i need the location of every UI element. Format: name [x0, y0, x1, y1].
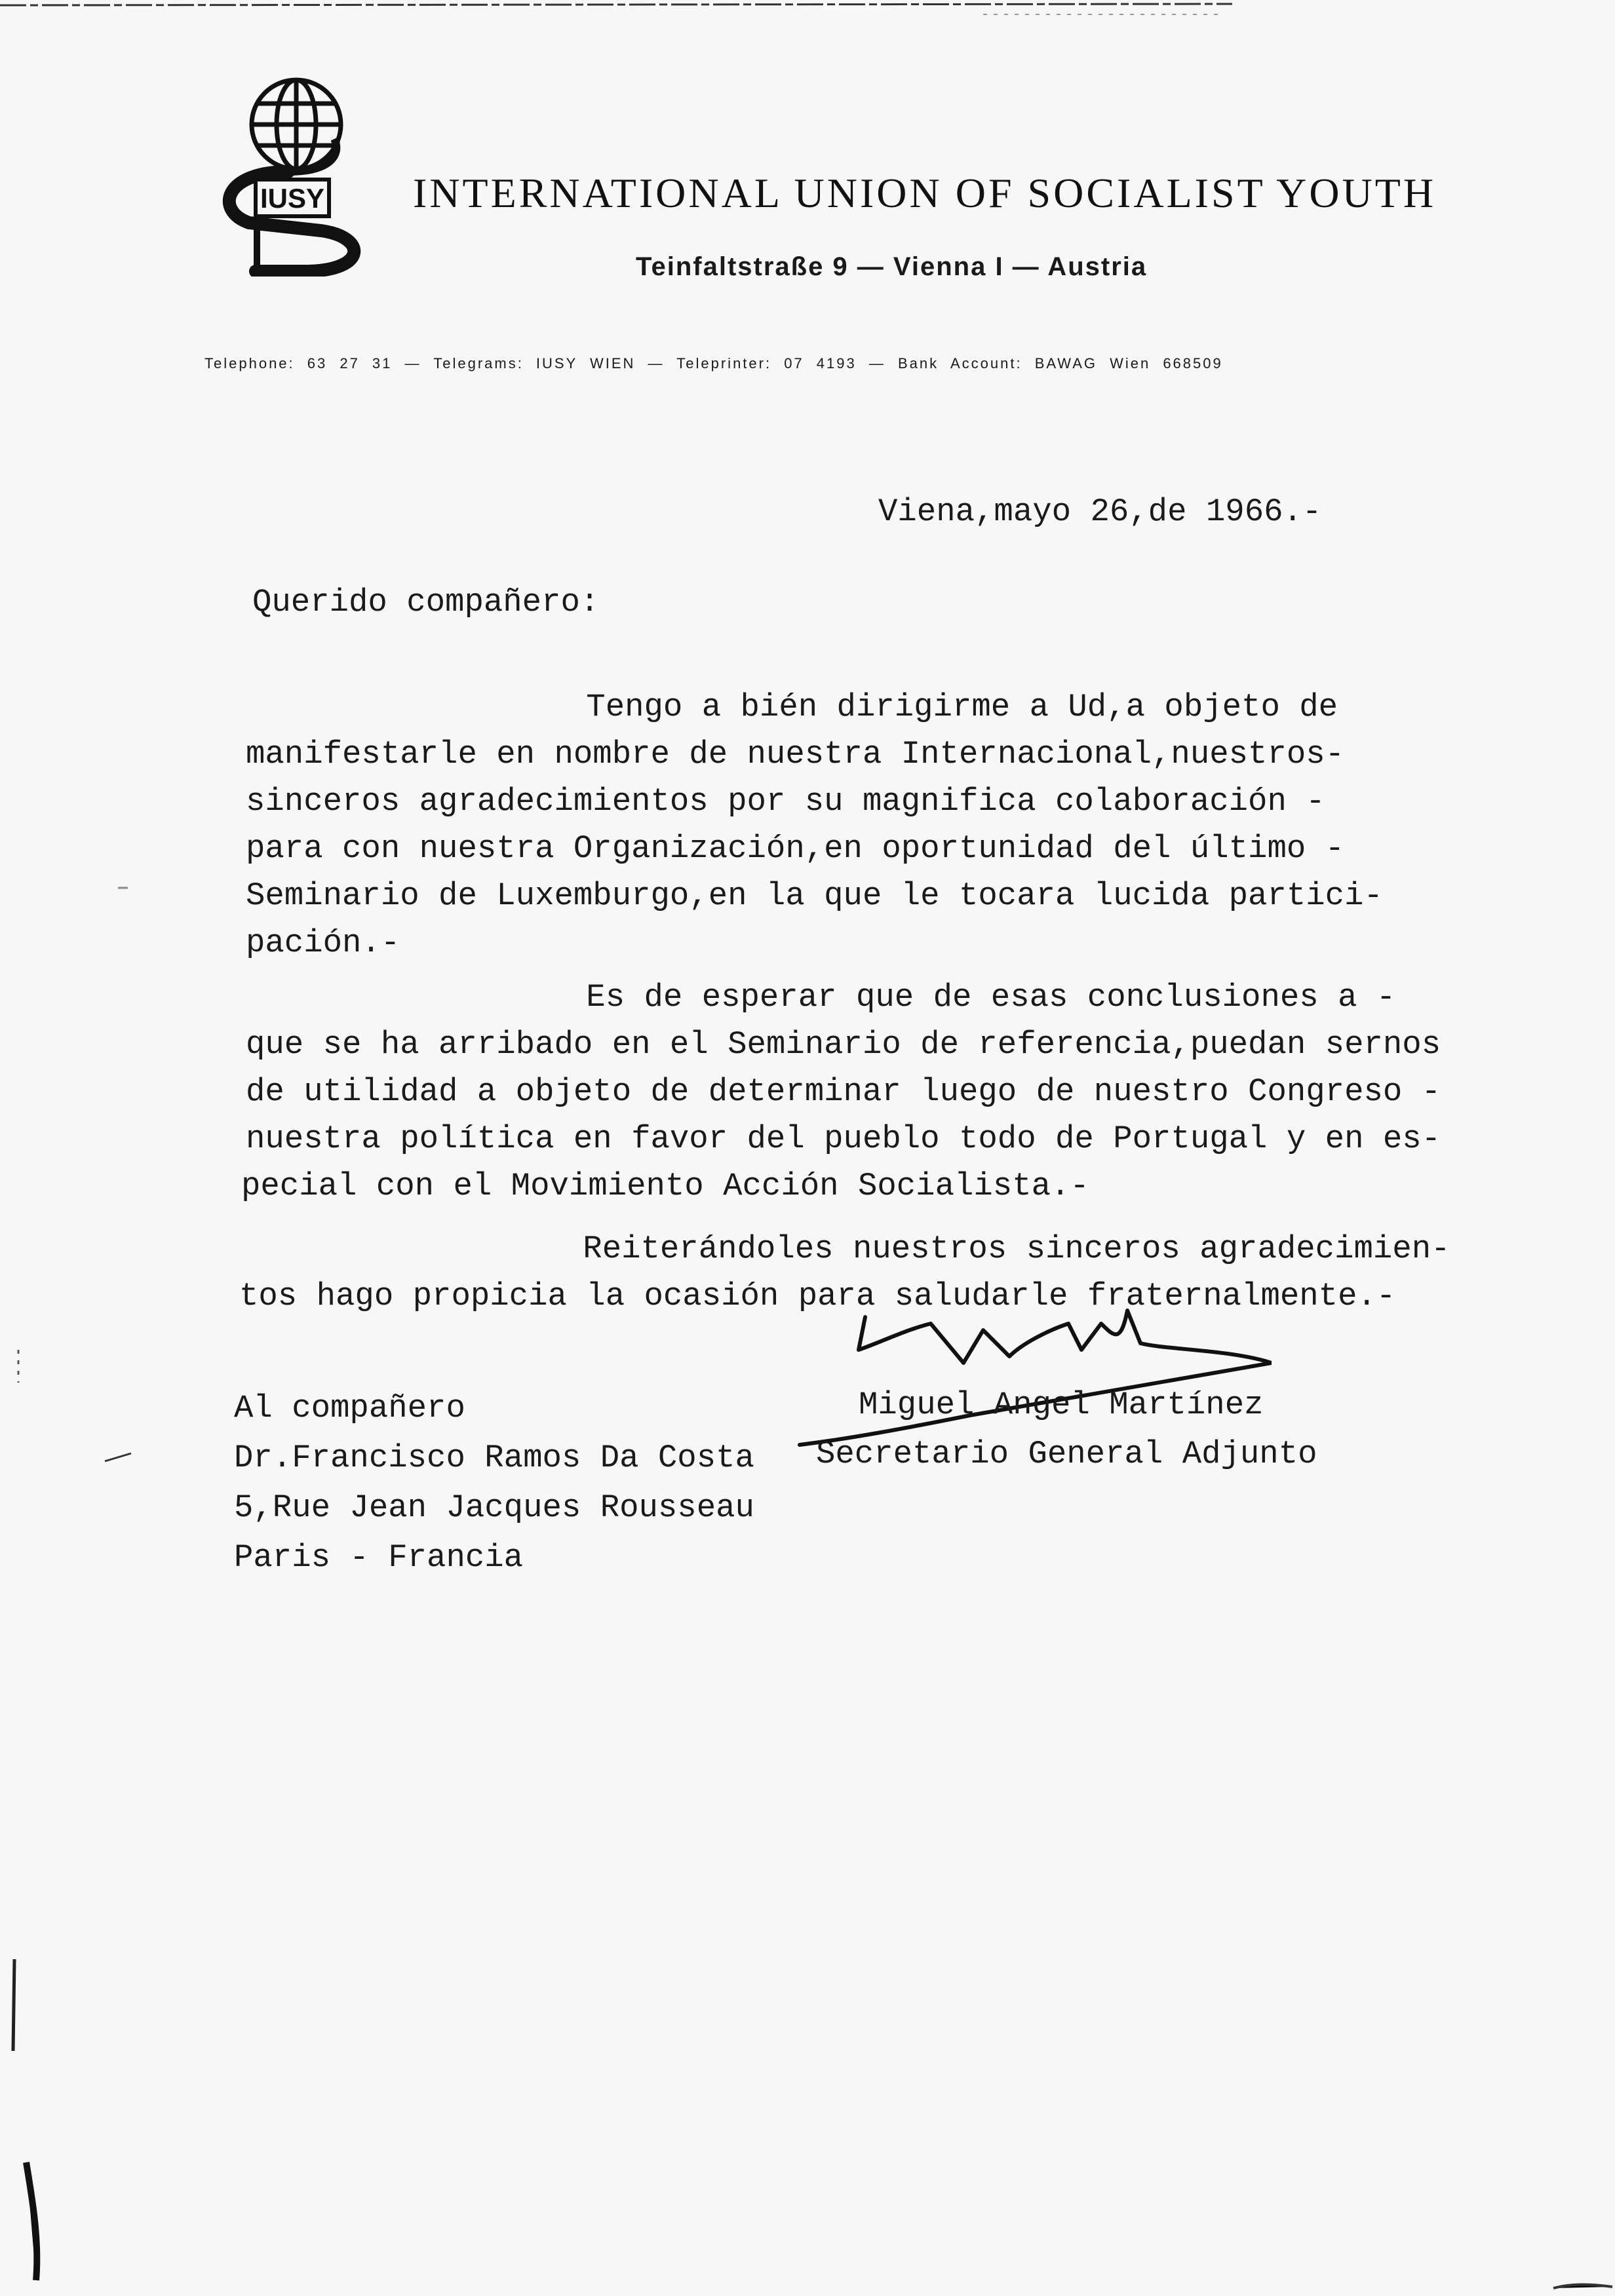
recipient-line: Dr.Francisco Ramos Da Costa: [234, 1440, 754, 1476]
body-line: que se ha arribado en el Seminario de referencia,puedan sernos: [246, 1026, 1441, 1063]
recipient-line: Al compañero: [234, 1390, 465, 1426]
body-line: pecial con el Movimiento Acción Socialista.-: [241, 1168, 1089, 1204]
iusy-logo: [210, 73, 380, 277]
body-line: manifestarle en nombre de nuestra Internacional,nuestros-: [246, 736, 1345, 773]
organization-name: INTERNATIONAL UNION OF SOCIALIST YOUTH: [413, 170, 1437, 216]
body-line: sinceros agradecimientos por su magnifica colaboración -: [246, 783, 1325, 820]
organization-address: Teinfaltstraße 9 — Vienna I — Austria: [636, 252, 1148, 281]
globe-icon: [252, 80, 341, 169]
body-line: pación.-: [246, 925, 400, 961]
letter-date: Viena,mayo 26,de 1966.-: [878, 493, 1322, 530]
scan-top-edge: [0, 0, 1615, 26]
body-line: Es de esperar que de esas conclusiones a -: [239, 979, 1396, 1016]
body-line: de utilidad a objeto de determinar luego de nuestro Congreso -: [246, 1073, 1441, 1110]
body-line: Tengo a bién dirigirme a Ud,a objeto de: [239, 689, 1338, 725]
body-line: para con nuestra Organización,en oportunidad del último -: [246, 830, 1345, 867]
recipient-line: 5,Rue Jean Jacques Rousseau: [234, 1489, 754, 1526]
body-line: nuestra política en favor del pueblo todo de Portugal y en es-: [246, 1120, 1441, 1157]
organization-contact-line: Telephone: 63 27 31 — Telegrams: IUSY WIEN — Teleprinter: 07 4193 — Bank Account: BAWAG Wien 668509: [204, 355, 1223, 372]
body-line: Reiterándoles nuestros sinceros agradecimien-: [236, 1231, 1450, 1267]
body-line: tos hago propicia la ocasión para saludarle fraternalmente.-: [239, 1278, 1396, 1314]
body-line: Seminario de Luxemburgo,en la que le tocara lucida partici-: [246, 877, 1383, 914]
signatory-title: Secretario General Adjunto: [816, 1436, 1317, 1472]
logo-text: IUSY: [260, 183, 325, 214]
signatory-name: Miguel Angel Martínez: [859, 1387, 1264, 1423]
recipient-line: Paris - Francia: [234, 1539, 524, 1576]
salutation: Querido compañero:: [252, 584, 600, 621]
